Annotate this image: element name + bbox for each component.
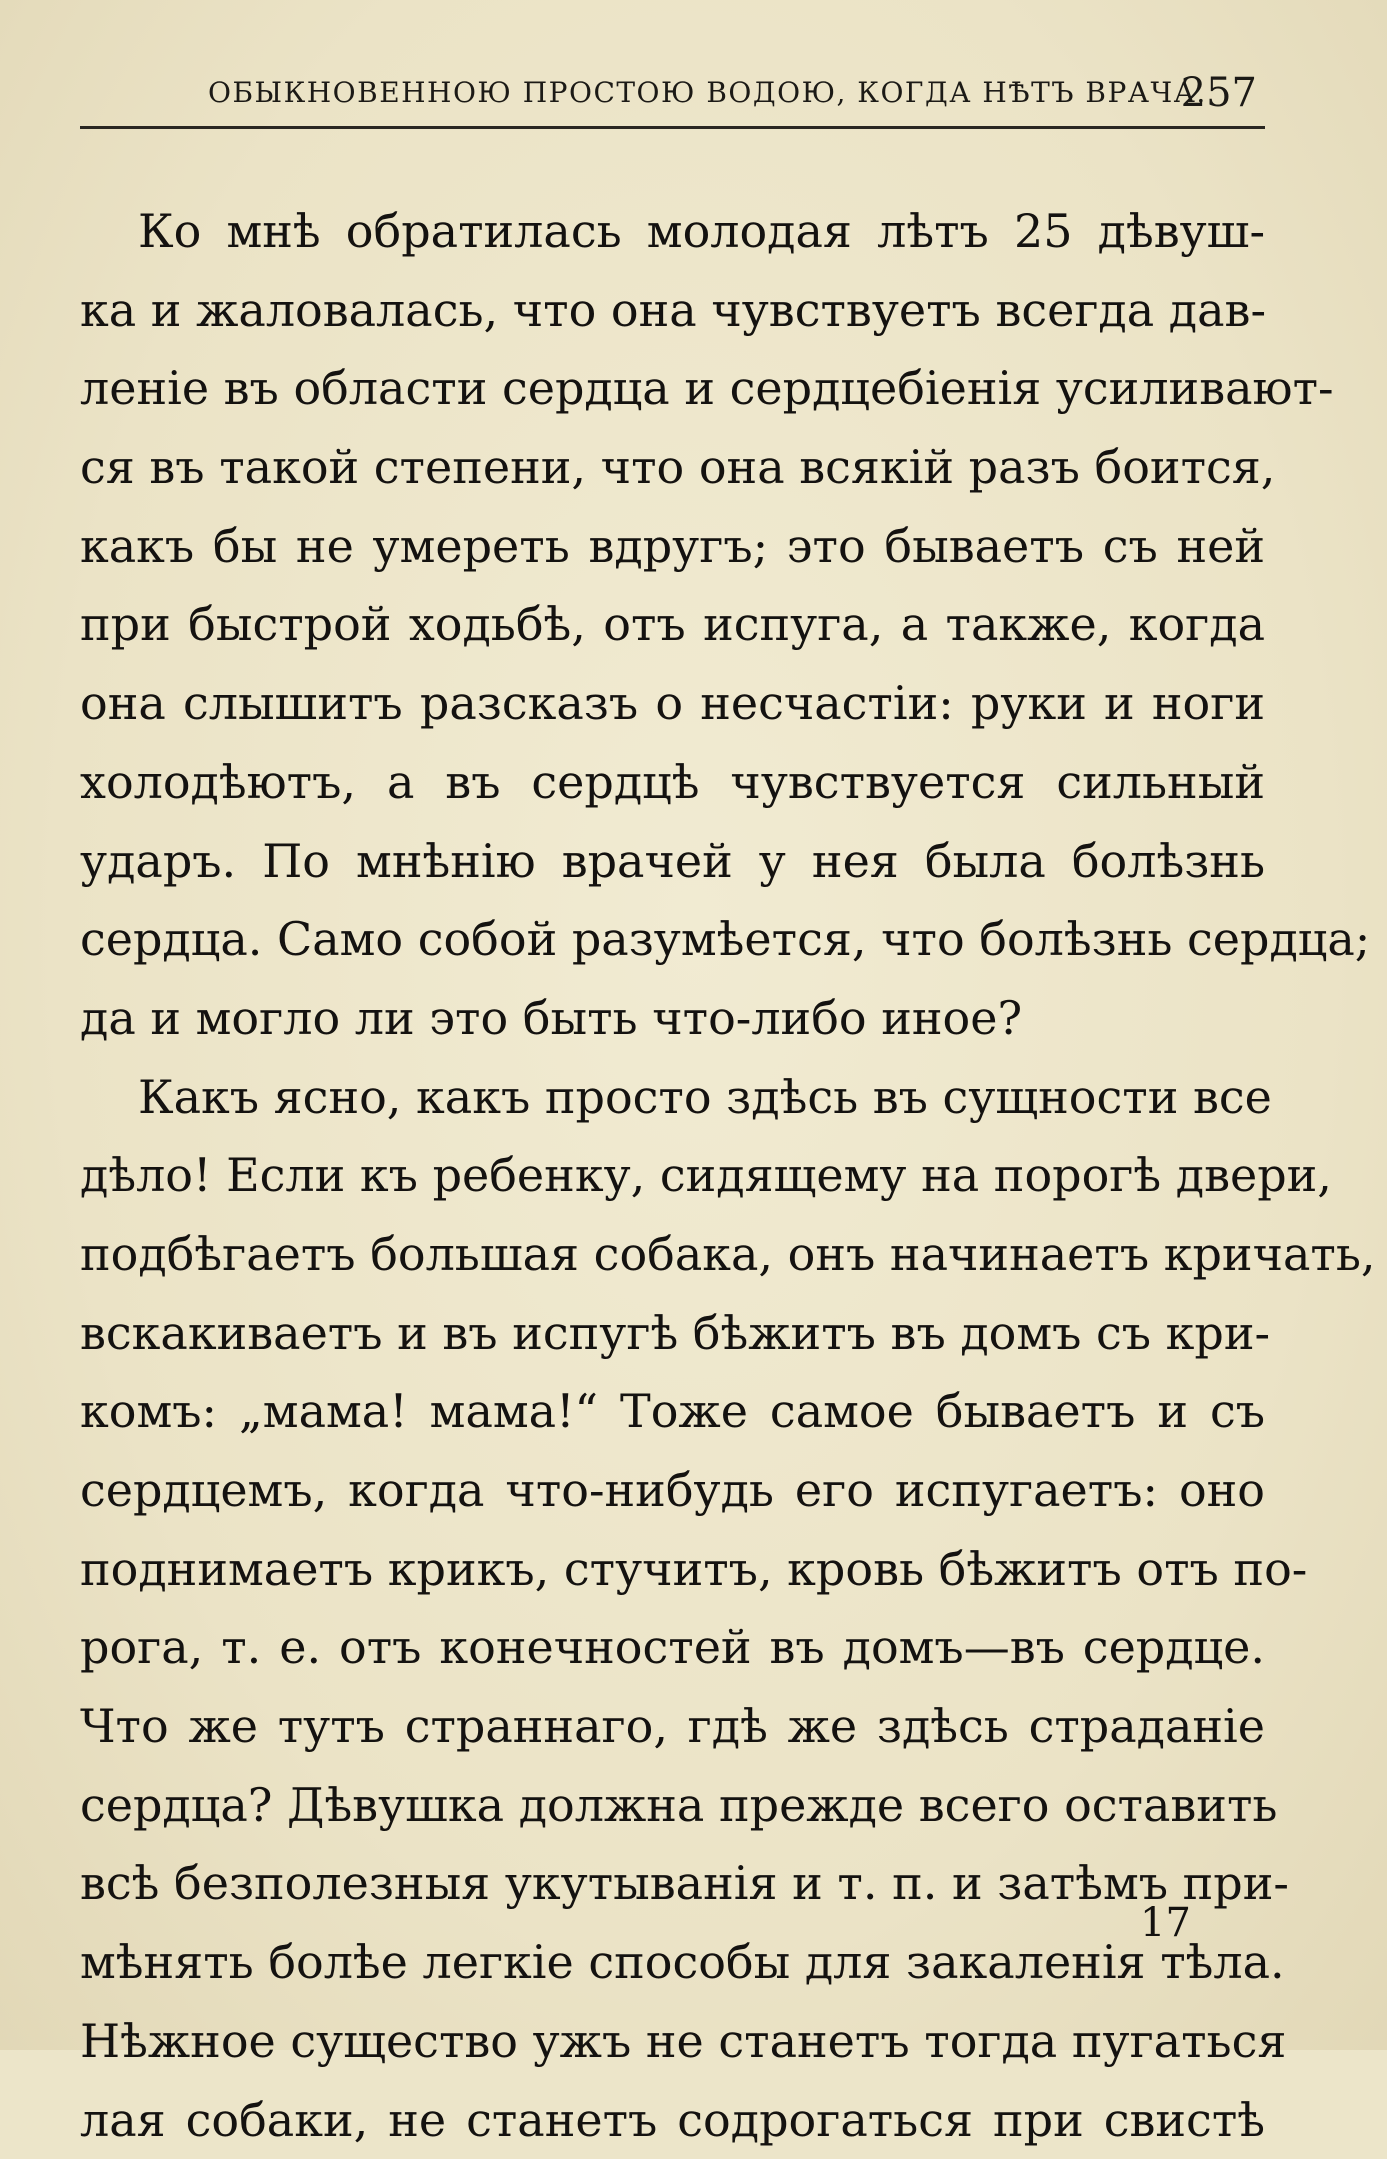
body-text (80, 192, 1265, 2159)
running-head: ОБЫКНОВЕННОЮ ПРОСТОЮ ВОДОЮ, КОГДА НѢТЪ ВРАЧА. (208, 76, 1207, 109)
text-line: лая собаки, не станетъ содрогаться при свистѣ (80, 2081, 1265, 2159)
text-line: она слышитъ разсказъ о несчастіи: руки и ноги (80, 664, 1265, 743)
header-rule (80, 126, 1265, 129)
text-line: подбѣгаетъ большая собака, онъ начинаетъ кричать, (80, 1215, 1265, 1294)
text-line: ударъ. По мнѣнію врачей у нея была болѣзнь (80, 822, 1265, 901)
text-line: леніе въ области сердца и сердцебіенія усиливают- (80, 349, 1265, 428)
text-line: какъ бы не умереть вдругъ; это бываетъ съ ней (80, 507, 1265, 586)
text-line: комъ: „мама! мама!“ Тоже самое бываетъ и съ (80, 1372, 1265, 1451)
text-line: холодѣютъ, а въ сердцѣ чувствуется сильный (80, 743, 1265, 822)
text-line: всѣ безполезныя укутыванія и т. п. и затѣмъ при- (80, 1844, 1265, 1923)
text-line: ся въ такой степени, что она всякій разъ боится, (80, 428, 1265, 507)
text-line: да и могло ли это быть что-либо иное? (80, 979, 1265, 1058)
text-line: дѣло! Если къ ребенку, сидящему на порогѣ двери, (80, 1136, 1265, 1215)
text-line: при быстрой ходьбѣ, отъ испуга, а также, когда (80, 585, 1265, 664)
page-header (80, 70, 1265, 130)
page-number: 257 (1181, 70, 1257, 116)
text-line: ка и жаловалась, что она чувствуетъ всегда дав- (80, 271, 1265, 350)
text-line: поднимаетъ крикъ, стучитъ, кровь бѣжитъ отъ по- (80, 1530, 1265, 1609)
text-line: сердца. Само собой разумѣется, что болѣзнь сердца; (80, 900, 1265, 979)
text-line: вскакиваетъ и въ испугѣ бѣжитъ въ домъ съ кри- (80, 1294, 1265, 1373)
text-line: рога, т. е. отъ конечностей въ домъ—въ сердце. (80, 1608, 1265, 1687)
text-line: Ко мнѣ обратилась молодая лѣтъ 25 дѣвуш- (80, 192, 1265, 271)
text-line: сердцемъ, когда что-нибудь его испугаетъ: оно (80, 1451, 1265, 1530)
text-line: сердца? Дѣвушка должна прежде всего оставить (80, 1766, 1265, 1845)
text-line: мѣнять болѣе легкіе способы для закаленія тѣла. (80, 1923, 1265, 2002)
signature-mark: 17 (1140, 1900, 1191, 1946)
text-line: Нѣжное существо ужъ не станетъ тогда пугаться (80, 2002, 1265, 2081)
text-line: Какъ ясно, какъ просто здѣсь въ сущности все (80, 1058, 1265, 1137)
text-line: Что же тутъ страннаго, гдѣ же здѣсь страданіе (80, 1687, 1265, 1766)
